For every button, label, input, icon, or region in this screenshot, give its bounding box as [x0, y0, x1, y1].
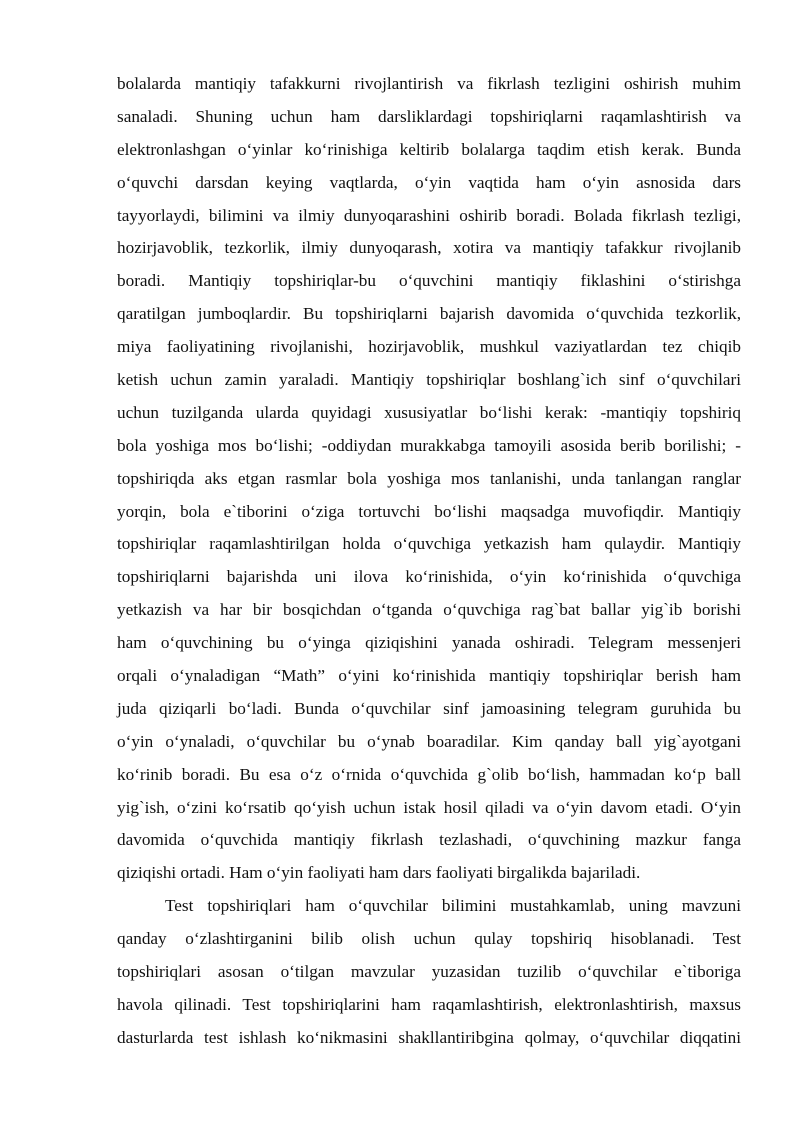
text-line: yorqin, bola e`tiborini o‘ziga tortuvchi bo‘lishi maqsadga muvofiqdir. Mantiqiy [117, 501, 741, 521]
text-line: yetkazish va har bir bosqichdan o‘tganda o‘quvchiga rag`bat ballar yig`ib borishi [117, 600, 741, 620]
text-line: hozirjavoblik, tezkorlik, ilmiy dunyoqarash, xotira va mantiqiy tafakkur rivojlanib [117, 238, 741, 258]
text-line: juda qiziqarli bo‘ladi. Bunda o‘quvchilar sinf jamoasining telegram guruhida bu [117, 698, 741, 718]
text-line: tayyorlaydi, bilimini va ilmiy dunyoqarashini oshirib boradi. Bolada fikrlash tezligi, [117, 205, 741, 225]
text-line: orqali o‘ynaladigan “Math” o‘yini ko‘rinishida mantiqiy topshiriqlar berish ham [117, 666, 741, 686]
text-line: topshiriqda aks etgan rasmlar bola yoshiga mos tanlanishi, unda tanlangan ranglar [117, 468, 741, 488]
paragraph-1 [117, 68, 741, 890]
text-line: topshiriqlari asosan o‘tilgan mavzular yuzasidan tuzilib o‘quvchilar e`tiboriga [117, 961, 741, 981]
text-line: elektronlashgan o‘yinlar ko‘rinishiga keltirib bolalarga taqdim etish kerak. Bunda [117, 139, 741, 159]
text-line: qiziqishi ortadi. Ham o‘yin faoliyati ham dars faoliyati birgalikda bajariladi. [117, 863, 641, 883]
paragraph-2 [117, 890, 741, 1054]
text-line: havola qilinadi. Test topshiriqlarini ham raqamlashtirish, elektronlashtirish, maxsus [117, 994, 741, 1014]
text-line: sanaladi. Shuning uchun ham darsliklardagi topshiriqlarni raqamlashtirish va [117, 106, 741, 126]
text-line: bolalarda mantiqiy tafakkurni rivojlantirish va fikrlash tezligini oshirish muhim [117, 74, 741, 93]
text-line: o‘quvchi darsdan keying vaqtlarda, o‘yin vaqtida ham o‘yin asnosida dars [117, 172, 741, 192]
text-line: yig`ish, o‘zini ko‘rsatib qo‘yish uchun istak hosil qiladi va o‘yin davom etadi. O‘yin [117, 797, 741, 817]
text-line: davomida o‘quvchida mantiqiy fikrlash tezlashadi, o‘quvchining mazkur fanga [117, 830, 741, 850]
text-line: miya faoliyatining rivojlanishi, hozirjavoblik, mushkul vaziyatlardan tez chiqib [117, 337, 741, 357]
text-line: Test topshiriqlari ham o‘quvchilar bilimini mustahkamlab, uning mavzuni [165, 896, 741, 915]
text-line: uchun tuzilganda ularda quyidagi xususiyatlar bo‘lishi kerak: -mantiqiy topshiriq [117, 402, 741, 422]
text-line: ham o‘quvchining bu o‘yinga qiziqishini yanada oshiradi. Telegram messenjeri [117, 633, 741, 653]
text-line: qanday o‘zlashtirganini bilib olish uchun qulay topshiriq hisoblanadi. Test [117, 928, 741, 948]
text-line: boradi. Mantiqiy topshiriqlar-bu o‘quvchini mantiqiy fiklashini o‘stirishga [117, 271, 741, 291]
text-line: topshiriqlar raqamlashtirilgan holda o‘quvchiga yetkazish ham qulaydir. Mantiqiy [117, 534, 741, 554]
text-line: dasturlarda test ishlash ko‘nikmasini shakllantiribgina qolmay, o‘quvchilar diqqatini [117, 1027, 741, 1047]
text-line: ketish uchun zamin yaraladi. Mantiqiy topshiriqlar boshlang`ich sinf o‘quvchilari [117, 370, 741, 390]
text-line: bola yoshiga mos bo‘lishi; -oddiydan murakkabga tamoyili asosida berib borilishi; - [117, 435, 741, 455]
text-line: topshiriqlarni bajarishda uni ilova ko‘rinishida, o‘yin ko‘rinishida o‘quvchiga [117, 567, 741, 587]
text-line: ko‘rinib boradi. Bu esa o‘z o‘rnida o‘quvchida g`olib bo‘lish, hammadan ko‘p ball [117, 764, 741, 784]
text-line: qaratilgan jumboqlardir. Bu topshiriqlarni bajarish davomida o‘quvchida tezkorlik, [117, 304, 741, 324]
text-line: o‘yin o‘ynaladi, o‘quvchilar bu o‘ynab boaradilar. Kim qanday ball yig`ayotgani [117, 731, 741, 751]
